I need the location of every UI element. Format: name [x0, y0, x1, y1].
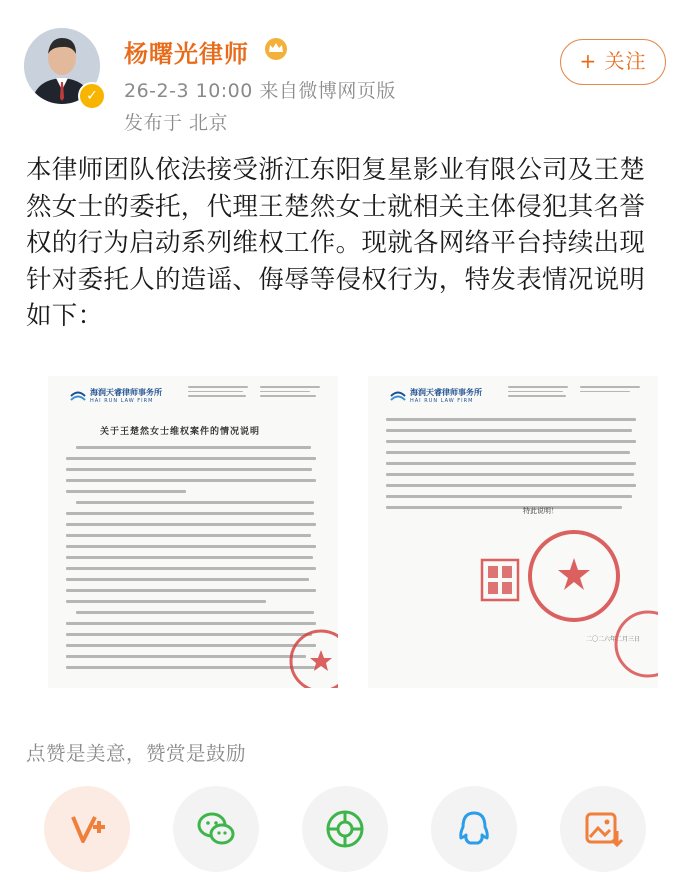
share-wechat-button[interactable] [173, 786, 259, 872]
address-block [508, 386, 578, 400]
vplus-button[interactable] [44, 786, 130, 872]
post-header [0, 0, 690, 140]
post-timestamp: 26-2-3 10:00 [124, 80, 253, 102]
document-sign-off: 特此说明！ [523, 507, 558, 515]
document-text [386, 418, 636, 517]
firm-name: 海润天睿律师事务所 [410, 388, 482, 397]
vplus-icon [65, 807, 109, 851]
post-body: 本律师团队依法接受浙江东阳复星影业有限公司及王楚然女士的委托，代理王楚然女士就相关主体侵犯其名誉权的行为启动系列维权工作。现就各网络平台持续出现针对委托人的造谣、侮辱等侵权行为，特发表情况说明如下： [26, 155, 646, 331]
attachment-image-1[interactable] [48, 376, 338, 688]
follow-button[interactable]: + 关注 [560, 39, 666, 85]
attachment-image-2[interactable] [368, 376, 658, 688]
post-meta [124, 76, 396, 103]
crown-icon [262, 36, 290, 60]
firm-name-en: HAI RUN LAW FIRM [410, 398, 474, 404]
stamp-icon [286, 626, 338, 688]
document-date: 二〇二六年二月三日 [586, 636, 641, 643]
firm-logo-icon [390, 388, 406, 404]
address-block [580, 386, 650, 395]
document-text [66, 446, 316, 677]
post-location: 发布于 北京 [124, 112, 229, 134]
share-bar [0, 786, 690, 876]
document-title: 关于王楚然女士维权案件的情况说明 [100, 427, 261, 437]
save-image-icon [581, 807, 625, 851]
praise-text: 点赞是美意，赞赏是鼓励 [26, 742, 247, 765]
firm-logo-icon [70, 388, 86, 404]
share-qq-button[interactable] [431, 786, 517, 872]
firm-name: 海润天睿律师事务所 [90, 388, 162, 397]
address-block [188, 386, 258, 400]
moments-icon [323, 807, 367, 851]
verified-badge-icon: ✓ [78, 82, 106, 110]
stamp-icon [608, 604, 658, 684]
address-block [260, 386, 330, 400]
save-image-button[interactable] [560, 786, 646, 872]
seal-icon [480, 558, 520, 602]
firm-name-en: HAI RUN LAW FIRM [90, 398, 154, 404]
share-moments-button[interactable] [302, 786, 388, 872]
qq-icon [452, 807, 496, 851]
wechat-icon [194, 807, 238, 851]
post-source: 来自微博网页版 [259, 80, 396, 102]
author-name[interactable]: 杨曙光律师 [124, 40, 249, 68]
